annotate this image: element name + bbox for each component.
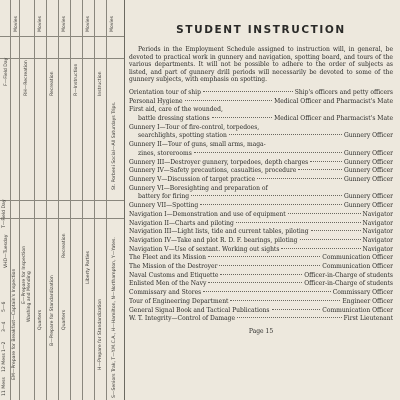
instruction-subject: Tour of Engineering Department [129, 297, 229, 305]
dot-leader [272, 309, 321, 310]
instruction-row [129, 202, 393, 211]
instructor: Commissary Officer [332, 289, 393, 297]
instruction-row [129, 263, 393, 272]
instructor: Medical Officer and Pharmacist's Mate [274, 97, 393, 105]
schedule-movies-label: Movies [14, 16, 19, 32]
instruction-subject: Gunnery IV—Safety precautions, casualties, procedure [129, 167, 297, 175]
schedule-footer-cell: St. Porbeni Social—All Saturdays Trips. [112, 101, 117, 190]
schedule-header-cell: F—Field Day [4, 57, 9, 86]
schedule-cell: B—Prepare for Standardization [50, 275, 55, 346]
instructor: Navigator [362, 245, 393, 253]
instruction-subject: Commissary and Stores [129, 289, 202, 297]
instruction-subject: Gunnery V—Discussion of target practice [129, 176, 256, 183]
instructor: Officer-in-Charge of students [304, 271, 393, 279]
instruction-subject: Orientation tour of ship [129, 88, 201, 96]
dot-leader [185, 100, 273, 101]
schedule-cell: Liberty Parties [86, 250, 91, 284]
instructor: Gunnery Officer [344, 158, 393, 166]
student-instruction-section [129, 24, 393, 335]
instruction-subject: Gunnery II—Tour of guns, small arms, maga- [129, 141, 266, 149]
dot-leader [237, 317, 342, 318]
instructor: Navigator [362, 219, 393, 227]
instruction-row [129, 315, 393, 324]
instruction-row [129, 89, 393, 98]
schedule-time: 5—6 [2, 301, 7, 312]
instruction-subject: General Signal Book and Tactical Publications [129, 306, 270, 314]
schedule-cell: Quarters [62, 309, 67, 330]
instruction-subject: battery for firing [138, 193, 190, 201]
schedule-cell: Quarters [38, 309, 43, 330]
instruction-subject: Navigation III—Light lists, tide and current tables, piloting [129, 228, 309, 236]
instruction-subject: Navigation IV—Take and plot R. D. F. bearings, piloting [129, 236, 298, 244]
dot-leader [194, 152, 342, 153]
instruction-row [129, 220, 393, 229]
instructor: Gunnery Officer [344, 132, 393, 140]
instructor: Navigator [362, 228, 393, 236]
schedule-cell: E—Prepare for Inspection [22, 245, 27, 304]
dot-leader [310, 161, 342, 162]
schedule-cell: Recreation [62, 233, 67, 258]
schedule-movies-label: Movies [110, 16, 115, 32]
schedule-col-line [82, 0, 83, 400]
schedule-cell: EM—Prepare for Breakfast—Captain's Inspection [12, 268, 17, 380]
schedule-col-line [70, 0, 71, 400]
instruction-row [129, 185, 393, 194]
dot-leader [298, 169, 342, 170]
instruction-subject: Navigation V—Use of sextant. Working out sights [129, 245, 280, 253]
instruction-row [129, 280, 393, 289]
dot-leader [203, 291, 330, 292]
instruction-row [129, 167, 393, 176]
instructor: Ship's officers and petty officers [294, 88, 393, 96]
instruction-subject: Gunnery VI—Boresighting and preparation of [129, 184, 268, 192]
schedule-time: 12 Mess [2, 353, 7, 372]
page-title: STUDENT INSTRUCTION [176, 24, 346, 36]
instructor: Gunnery Officer [344, 202, 393, 210]
instruction-row [129, 132, 393, 141]
instructor: Communication Officer [322, 254, 393, 262]
dot-leader [208, 256, 320, 257]
instruction-row [129, 254, 393, 263]
schedule-header-cell: Recreation [50, 71, 55, 96]
schedule-movies-label: Movies [62, 16, 67, 32]
dot-leader [281, 248, 360, 249]
intro-paragraph: Periods in the Employment Schedule assigned to instruction will, in general, be devoted to practical work in gunnery and navigation, spotting board, and tours of the various departments. It will not be possible to adhere to the order of subjects as listed, and part of gunnery drill periods will necessarily be devoted to some of the gunnery subjects, with emphasis on spotting. [129, 46, 393, 84]
instruction-row [129, 272, 393, 281]
instructor: Navigator [362, 210, 393, 218]
dot-leader [191, 195, 342, 196]
schedule-time: 1—2 [2, 341, 7, 352]
schedule-col-line [106, 0, 107, 400]
instruction-row [129, 141, 393, 150]
instruction-subject: Navigation II—Charts and piloting [129, 219, 234, 227]
schedule-legend: S—Seniors Trak, T—Y.M.C.A., H—Hamilton, N—Northampton, Y—Yates. [112, 237, 117, 398]
schedule-header-cell: VHD—Tuesday [4, 234, 9, 268]
instructor: Officer-in-Charge of students [304, 280, 393, 288]
dot-leader [220, 274, 302, 275]
instructor: Navigator [362, 236, 393, 244]
schedule-cell: H—Prepare for Standardization [98, 298, 103, 370]
schedule-movies-label: Movies [38, 16, 43, 32]
instruction-subject: Navigation I—Demonstration and use of equipment [129, 210, 286, 218]
instruction-row [129, 298, 393, 307]
dot-leader [311, 230, 361, 231]
instruction-subject: battle dressing stations [138, 115, 210, 123]
instruction-subject: searchlights, spotting station [138, 132, 227, 140]
instruction-subject: Gunnery VII—Spotting [129, 202, 199, 210]
instruction-subject: Enlisted Men of the Navy [129, 280, 207, 288]
schedule-cell: Washing and Mending [27, 271, 32, 322]
employment-schedule-rotated [0, 0, 125, 400]
dot-leader [219, 265, 320, 266]
dot-leader [257, 178, 342, 179]
instructor: First Lieutenant [343, 315, 393, 323]
instruction-row [129, 159, 393, 168]
instructor: Gunnery Officer [344, 176, 393, 183]
instruction-row [129, 150, 393, 159]
instruction-subject: W. T. Integrity—Control of Damage [129, 315, 236, 323]
instruction-row [129, 237, 393, 246]
dot-leader [208, 282, 302, 283]
instruction-row [129, 106, 393, 115]
instructor: Gunnery Officer [344, 193, 393, 201]
schedule-col-line [19, 0, 20, 400]
instruction-subject: zines, storerooms [138, 149, 192, 157]
instruction-row [129, 211, 393, 220]
instruction-row [129, 98, 393, 107]
schedule-col-line [34, 0, 35, 400]
schedule-col-line [10, 0, 11, 400]
instruction-subject: Gunnery I—Tour of fire-control, torpedoes, [129, 123, 260, 131]
instruction-row [129, 289, 393, 298]
schedule-time: 11 Mess [2, 377, 7, 396]
instruction-subject: Personal Hygiene [129, 97, 183, 105]
schedule-col-line [94, 0, 95, 400]
dot-leader [212, 117, 273, 118]
dot-leader [203, 91, 293, 92]
instructor: Communication Officer [322, 306, 393, 314]
schedule-header-cell: R—Instruction [74, 63, 79, 96]
dot-leader [229, 134, 342, 135]
dot-leader [230, 300, 340, 301]
instruction-subject: The Fleet and its Mission [129, 254, 206, 262]
schedule-col-line [58, 0, 59, 400]
dot-leader [288, 213, 361, 214]
instruction-list [129, 89, 393, 324]
instruction-subject: First aid, care of the wounded, [129, 106, 223, 114]
instructor: Engineer Officer [342, 297, 393, 305]
instruction-subject: Gunnery III—Destroyer gunnery, torpedoes, depth charges [129, 158, 309, 166]
instruction-row [129, 307, 393, 316]
schedule-col-line [46, 0, 47, 400]
instruction-subject: Naval Customs and Etiquette [129, 271, 219, 279]
instructor: Gunnery Officer [344, 149, 393, 157]
instruction-row [129, 124, 393, 133]
instruction-row [129, 115, 393, 124]
page-number: Page 15 [248, 327, 274, 335]
dot-leader [300, 239, 361, 240]
schedule-time: T—Field Day [2, 199, 7, 228]
instructor: Medical Officer and Pharmacist's Mate [274, 115, 393, 123]
instruction-row [129, 246, 393, 255]
instruction-row [129, 193, 393, 202]
schedule-header-cell: Instruction [98, 71, 103, 96]
schedule-header-cell: RH—Recreation [24, 60, 29, 96]
dot-leader [236, 222, 361, 223]
instructor: Communication Officer [322, 263, 393, 271]
instruction-row [129, 228, 393, 237]
schedule-time: 3—4 [2, 321, 7, 332]
dot-leader [200, 204, 342, 205]
instructor: Gunnery Officer [344, 167, 393, 175]
instruction-row [129, 176, 393, 185]
schedule-movies-label: Movies [86, 16, 91, 32]
instruction-subject: The Mission of the Destroyer [129, 263, 218, 271]
